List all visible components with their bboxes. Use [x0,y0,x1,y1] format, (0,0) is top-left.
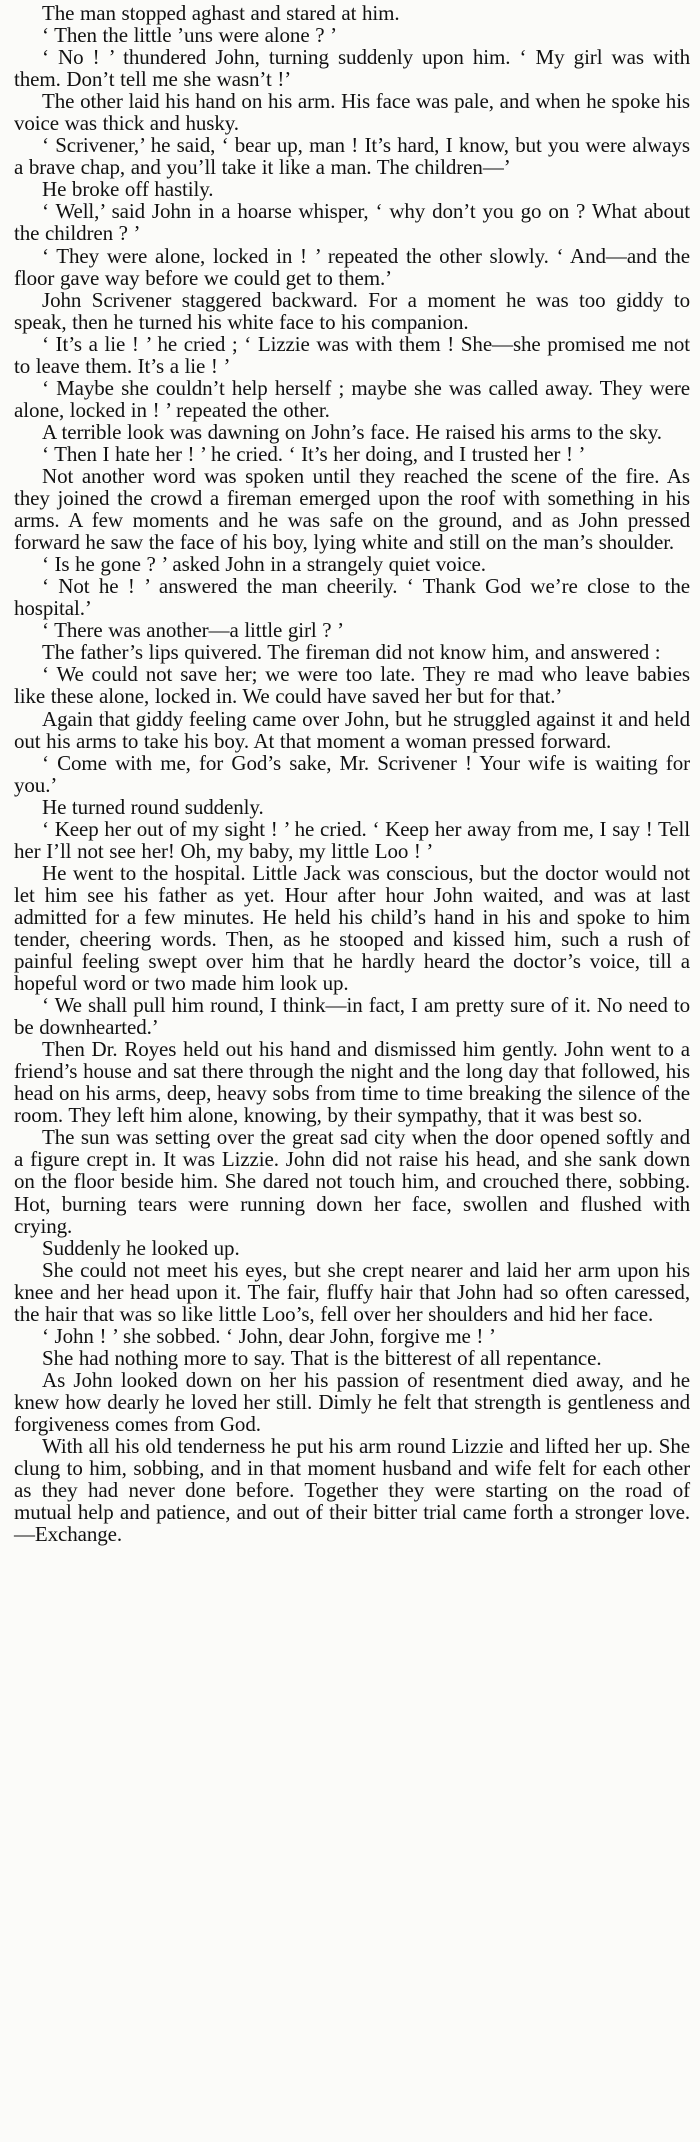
paragraph: He went to the hospital. Little Jack was conscious, but the doctor would not let him see his father as yet. Hour after hour John waited, and was at last admitted for a few minutes. He held his child’s hand in his and spoke to him tender, cheering words. Then, as he stooped and kissed him, such a rush of painful feeling swept over him that he hardly heard the doctor’s voice, till a hopeful word or two made him look up. [14,860,690,996]
paragraph: ‘ Not he ! ’ answered the man cheerily. ‘ Thank God we’re close to the hospital.’ [14,574,690,621]
paragraph: ‘ John ! ’ she sobbed. ‘ John, dear John, forgive me ! ’ [42,1323,496,1348]
paragraph: ‘ They were alone, locked in ! ’ repeated the other slowly. ‘ And—and the floor gave way before we could get to them.’ [14,243,690,290]
paragraph: He broke off hastily. [42,177,214,202]
paragraph: Again that giddy feeling came over John, but he struggled against it and held out his arms to take his boy. At that moment a woman pressed forward. [14,706,690,753]
paragraph: The sun was setting over the great sad city when the door opened softly and a figure crept in. It was Lizzie. John did not raise his head, and she sank down on the floor beside him. She dared not touch him, and crouched there, sobbing. Hot, burning tears were running down her face, swollen and flushed with crying. [14,1125,690,1238]
paragraph: ‘ It’s a lie ! ’ he cried ; ‘ Lizzie was with them ! She—she promised me not to leave them. It’s a lie ! ’ [14,331,690,378]
paragraph: ‘ There was another—a little girl ? ’ [42,618,345,643]
paragraph: The father’s lips quivered. The fireman did not know him, and answered : [42,640,661,665]
paragraph: ‘ Is he gone ? ’ asked John in a strangely quiet voice. [42,552,486,577]
paragraph: She had nothing more to say. That is the bitterest of all repentance. [42,1345,602,1370]
paragraph: He turned round suddenly. [42,794,264,819]
paragraph: ‘ Then the little ’uns were alone ? ’ [42,23,337,48]
paragraph: The man stopped aghast and stared at him. [42,1,400,25]
paragraph: ‘ No ! ’ thundered John, turning suddenly upon him. ‘ My girl was with them. Don’t tell me she wasn’t !’ [14,45,690,92]
paragraph: ‘ We could not save her; we were too late. They re mad who leave babies like these alone, locked in. We could have saved her but for that.’ [14,662,690,709]
paragraph: ‘ Well,’ said John in a hoarse whisper, ‘ why don’t you go on ? What about the children ? ’ [14,199,690,246]
paragraph: Not another word was spoken until they reached the scene of the fire. As they joined the crowd a fireman emerged upon the roof with something in his arms. A few moments and he was safe on the ground, and as John pressed forward he saw the face of his boy, lying white and still on the man’s shoulder. [14,463,690,555]
paragraph: ‘ Come with me, for God’s sake, Mr. Scrivener ! Your wife is waiting for you.’ [14,750,690,797]
paragraph: ‘ We shall pull him round, I think—in fact, I am pretty sure of it. No need to be downhearted.’ [14,993,690,1040]
story-article [14,2,690,1545]
paragraph: With all his old tenderness he put his arm round Lizzie and lifted her up. She clung to him, sobbing, and in that moment husband and wife felt for each other as they had never done before. Together they were starting on the road of mutual help and patience, and out of their bitter trial came forth a stronger love.—Exchange. [14,1434,690,1547]
paragraph: ‘ Then I hate her ! ’ he cried. ‘ It’s her doing, and I trusted her ! ’ [42,441,586,466]
paragraph: Suddenly he looked up. [42,1235,240,1260]
paragraph: A terrible look was dawning on John’s face. He raised his arms to the sky. [42,419,662,444]
paragraph: She could not meet his eyes, but she crept nearer and laid her arm upon his knee and her head upon it. The fair, fluffy hair that John had so often caressed, the hair that was so like little Loo’s, fell over her shoulders and hid her face. [14,1257,690,1326]
paragraph: As John looked down on her his passion of resentment died away, and he knew how dearly he loved her still. Dimly he felt that strength is gentleness and forgiveness comes from God. [14,1367,690,1436]
paragraph: ‘ Keep her out of my sight ! ’ he cried. ‘ Keep her away from me, I say ! Tell her I’ll not see her! Oh, my baby, my little Loo ! ’ [14,816,690,863]
paragraph: John Scrivener staggered backward. For a moment he was too giddy to speak, then he turned his white face to his companion. [14,287,690,334]
paragraph: ‘ Maybe she couldn’t help herself ; maybe she was called away. They were alone, locked in ! ’ repeated the other. [14,375,690,422]
paragraph: The other laid his hand on his arm. His face was pale, and when he spoke his voice was thick and husky. [14,89,690,136]
paragraph: Then Dr. Royes held out his hand and dismissed him gently. John went to a friend’s house and sat there through the night and the long day that followed, his head on his arms, deep, heavy sobs from time to time breaking the silence of the room. They left him alone, knowing, by their sympathy, that it was best so. [14,1037,690,1128]
paragraph: ‘ Scrivener,’ he said, ‘ bear up, man ! It’s hard, I know, but you were always a brave chap, and you’ll take it like a man. The children—’ [14,133,690,180]
